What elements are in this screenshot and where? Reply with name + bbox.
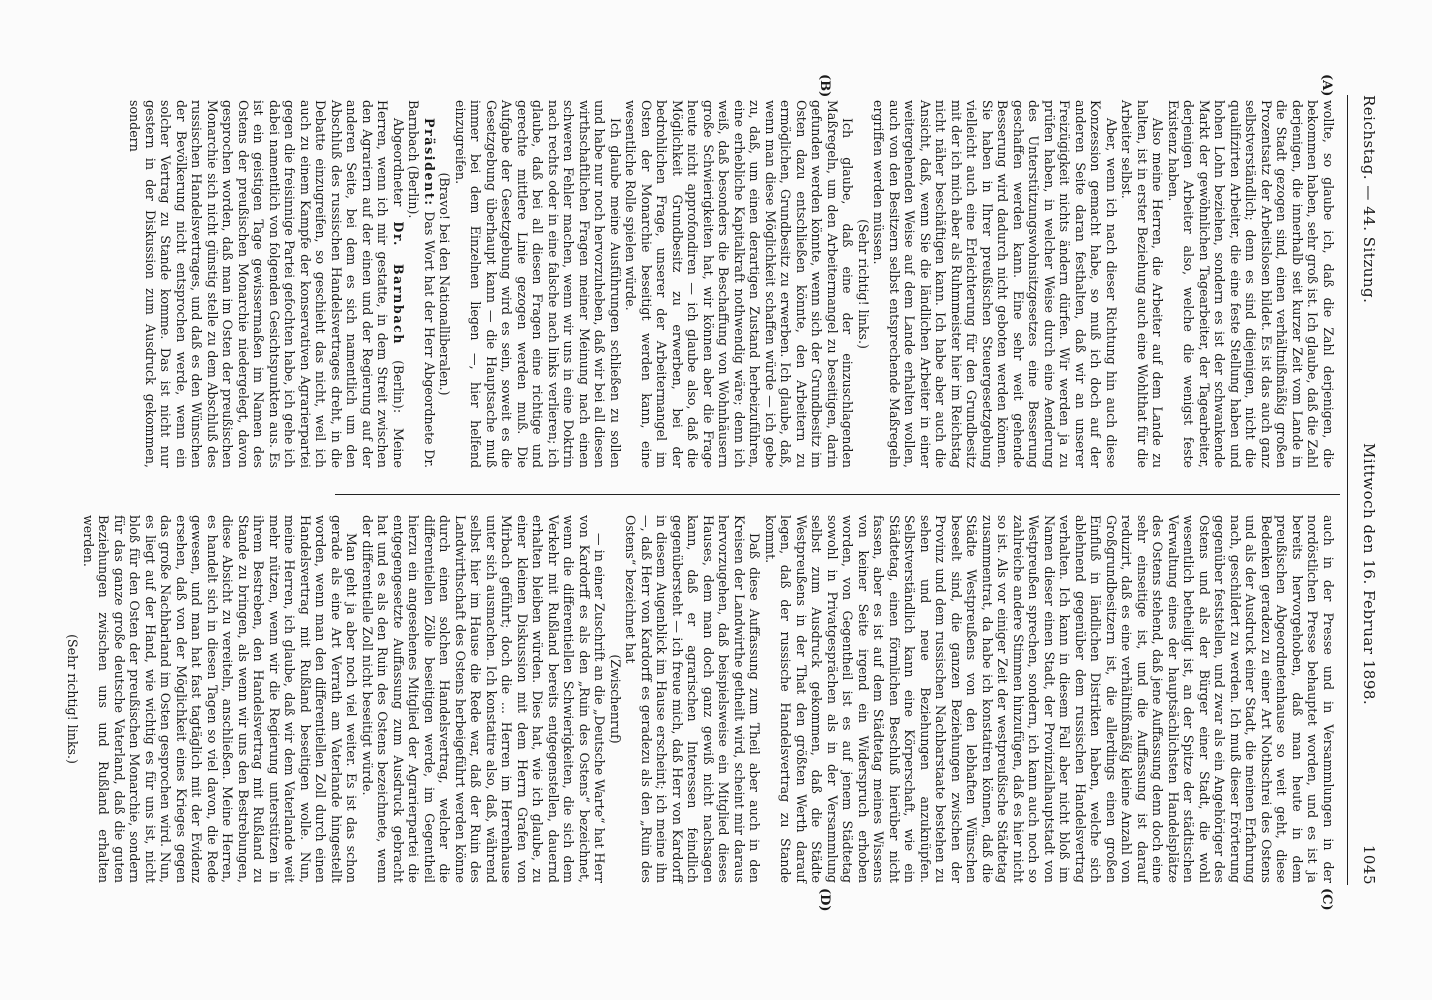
running-header [1358,95,1380,885]
left-column [127,100,1336,468]
paragraph: wollte, so glaube ich, daß die Zahl derjenigen, die bekommen haben, sehr groß ist. Ich glaube, daß die Zahl derjenigen, die innerhalb seit kurzer Zeit vom Lande in die Stadt gezogen sind, einen verhältnißmäßig großen Prozentsatz der Arbeitslosen bildet. Es ist das auch ganz selbstverständlich; denn es sind diejenigen, nicht die qualifizirten Arbeiter, die eine feste Stellung haben und hohen Lohn beziehen, sondern es ist der schwankende Markt der gewöhnlichen Tagearbeiter, der Tagearbeiter, derjenigen Arbeiter also, welche die wenigst feste Existenz haben. [1166,100,1336,468]
speaker-name: Präsident: [422,118,437,207]
page-number: 1045 [1360,844,1378,885]
paragraph: Also meine Herren, die Arbeiter auf dem Lande zu halten, ist in erster Beziehung auch eine Wohlthat für die Arbeiter selbst. [1119,100,1166,468]
header-rule [1347,95,1348,885]
interjection: (Sehr richtig! links.) [65,634,81,764]
paragraph: Ich glaube meine Ausführungen schließen zu sollen und habe nur noch hervorzuheben, daß wir bei all diesen wirthschaftlichen Fragen meiner Meinung nach einen schweren Fehler machen, wenn wir uns in eine Doktrin nach rechts oder in eine falsche nach links verlieren; ich glaube, daß bei all diesen Fragen eine richtige und gerechte mittlere Linie gezogen werden muß. Die Aufgabe der Gesetzgebung wird es sein, soweit es die Gesetzgebung überhaupt kann — die Hauptsache muß immer bei dem Einzelnen liegen —, hier helfend einzugreifen. [453,100,623,468]
paragraph: — in einer Zuschrift an die „Deutsche Warte“ hat Herr von Kardorff es als den „Ruin des Ostens“ bezeichnet, wenn die differentiellen Schwierigkeiten, die sich dem Verkehr mit Rußland bereits entgegenstellen, dauernd erhalten bleiben würden. Dies hat, wie ich glaube, zu einer kleinen Diskussion mit dem Herrn Grafen von Mirbach geführt; doch die ... Herren im Herrenhause unter sich ausmachen. Ich konstatire also, daß, während selbst hier im Hause die Rede war, daß der Ruin des Landwirthschaft des Ostens herbeigeführt werden könne durch einen solchen Handelsvertrag, welcher die differentiellen Zölle beseitigen werde, im Gegentheil hierzu ein angesehenes Mitglied der Agrarierpartei die entgegengesetzte Auffassung zum Ausdruck gebracht hat und es als den Ruin des Ostens bezeichnete, wenn der differentielle Zoll nicht beseitigt würde. [360,515,608,883]
margin-marker-b: (B) [817,74,832,98]
margin-marker-d: (D) [817,888,832,912]
speaker-role: Abgeordneter [391,118,406,207]
margin-marker-c: (C) [1319,888,1334,911]
speech-text: (Berlin): Meine Herren, wenn ich mir gestatte, in dem Streit zwischen den Agrariern auf der einen und der Regierung auf der anderen Seite, bei dem es sich namentlich um den Abschluß des russischen Handelsvertrages dreht, in die Debatte einzugreifen, so geschieht das nicht, weil ich auch zu einem Kampfe der konservativen Agrarierpartei gegen die freisinnige Partei gefochten habe, ich gehe ich dabei namentlich von folgenden Gesichtspunkten aus. Es ist ein geistigen Tage gewissermaßen im Namen des Ostens der preußischen Monarchie niedergelegt, davon gesprochen worden, daß man im Osten der preußischen Monarchie sich nicht günstig stelle zu dem Abschluß des russischen Handelsvertrages, und daß es den Wünschen der Bevölkerung nicht entsprochen werde, wenn ein solcher Vertrag zu Stande komme. Das ist nicht nur gestern in der Diskussion zum Ausdruck gekommen, sondern [127,100,406,468]
column-divider [335,494,1340,495]
paragraph: Man geht ja aber noch viel weiter. Es ist das schon gerade als eine Art Verrath am Vaterlande hingestellt worden, wenn man den differentiellen Zoll durch einen Handelsvertrag mit Rußland beseitigen wolle. Nun, meine Herren, ich glaube, daß wir dem Vaterlande weit mehr nützen, wenn wir die Regierung unterstützen in ihrem Bestreben, den Handelsvertrag mit Rußland zu Stande zu bringen, als wenn wir uns den Bestrebungen, diese Absicht zu vereiteln, anschließen. Meine Herren, es handelt sich in diesen Tagen so viel davon, die Rede gewesen, und man hat fast tagtäglich mit der Evidenz ersehen, daß von der Möglichkeit eines Krieges gegen das große Nachbarland im Osten gesprochen wird. Nun, es liegt auf der Hand, wie wichtig es für uns ist, nicht bloß für den Osten der preußischen Monarchie, sondern für das ganze große deutsche Vaterland, daß die guten Beziehungen zwischen uns und Rußland erhalten werden. [81,515,360,883]
interjection: (Zwischenruf) [608,654,623,744]
paragraph [127,100,406,468]
header-date: Mittwoch den 16. Februar 1898. [1360,443,1378,706]
header-session: Reichstag. — 44. Sitzung. [1360,95,1378,304]
margin-marker-a: (A) [1319,74,1334,97]
paragraph: Ich glaube, daß eine der einzuschlagenden Maßregeln, um den Arbeitermangel zu beseitigen, darin gefunden werden könnte, wenn sich der Grundbesitz im Osten dazu entschließen könnte, den Arbeitern zu ermöglichen, Grundbesitz zu erwerben. Ich glaube, daß, wenn man diese Möglichkeit schaffen würde — ich gebe zu, daß, um einen derartigen Zustand herbeizuführen, eine erhebliche Kapitalkraft nothwendig wäre; denn ich weiß, daß besonders die Beschaffung von Wohnhäusern große Schwierigkeiten hat, wir können aber die Frage heute nicht approfondiren — ich glaube also, daß die Möglichkeit Grundbesitz zu erwerben, bei der bedrohlichen Frage, unserer der Arbeitermangel im Osten der Monarchie beseitigt werden kann, eine wesentliche Rolle spielen würde. [623,100,856,468]
interjection: (Sehr richtig! links.) [856,219,871,349]
paragraph: Daß diese Auffassung zum Theil aber auch in den Kreisen der Landwirthe getheilt wird, scheint mir daraus hervorzugehen, daß beispielsweise ein Mitglied dieses Hauses, dem man doch ganz gewiß nicht nachsagen kann, daß er agrarischen Interessen feindlich gegenübersteht — ich freue mich, daß Herr von Kardorff in diesem Augenblick im Hause erscheint; ich meine ihn —, daß Herr von Kardorff es geradezu als den „Ruin des Ostens“ bezeichnet hat [623,515,763,883]
speaker-name: Dr. Barnbach [391,221,406,346]
interjection: (Bravo! bei den Nationalliberalen.) [437,172,453,396]
paragraph: auch in der Presse und in Versammlungen in der nordöstlichen Presse behauptet worden, und es ist ja bereits hervorgehoben, daß man heute in dem preußischen Abgeordnetenhause so weit geht, diese Bedenken geradezu zu einer Art Nothschrei des Ostens und als der Ausdruck einer Stadt, die meinen Erfahrung nach, geschildert zu werden. Ich muß dieser Erörterung gegenüber feststellen, und zwar als ein Angehöriger des Ostens und als der Bürger einer Stadt, die wohl wesentlich betheiligt ist, an der Spitze der städtischen Verwaltung eines der hauptsächlichsten Handelsplätze des Ostens stehend, daß jene Auffassung denn doch eine sehr einseitige ist, und die Auffassung ist darauf reduzirt, daß es eine verhältnißmäßig kleine Anzahl von Großgrundbesitzern ist, die allerdings einen großen Einfluß in ländlichen Distrikten haben, welche sich ablehnend gegenüber dem russischen Handelsvertrag verhalten. Ich kann in diesem Fall aber nicht bloß im Namen dieser einen Stadt, der Provinzialhauptstadt von Westpreußen sprechen, sondern, ich kann auch noch so zahlreiche andere Stimmen hinzufügen, daß es hier nicht so ist. Als vor einiger Zeit der westpreußische Städtetag zusammentrat, da habe ich konstatiren können, daß die Städte Westpreußens von den lebhaften Wünschen beseelt sind, die ganzen Beziehungen zwischen der Provinz und dem russischen Nachbarstaate bestehen zu sehen und neue Beziehungen anzuknüpfen. Selbstverständlich kann eine Körperschaft, wie ein Städtetag, einen förmlichen Beschluß hierüber nicht fassen, aber es ist auf dem Städtetag meines Wissens von keiner Seite irgend ein Widerspruch erhoben worden, von Gegentheil ist es auf jenem Städtetag sowohl in Privatgesprächen als in der Versammlung selbst zum Ausdruck gekommen, daß die Städte Westpreußens in der That den größten Werth darauf legen, daß der russische Handelsvertrag zu Stande kommt. [763,515,1336,883]
paragraph: Aber, wenn ich nach dieser Richtung hin auch diese Konzession gemacht habe, so muß ich doch auf der anderen Seite daran festhalten, daß wir an unserer Freizügigkeit nichts ändern dürfen. Wir werden ja zu prüfen haben, in welcher Weise durch eine Aenderung des Unterstützungswohnsitzgesetzes eine Besserung geschaffen werden kann. Eine sehr weit gehende Besserung wird dadurch nicht geboten werden können. Sie haben in Ihrer preußischen Steuergesetzgebung vielleicht auch eine Erleichterung für den Grundbesitz mit der ich mich aber als Ruhmmeister hier im Reichstag nicht näher beschäftigen kann. Ich habe aber auch die Ansicht, daß, wenn Sie die ländlichen Arbeiter in einer weitergehenden Weise auf dem Lande erhalten wollen, auch von den Besitzern selbst entsprechende Maßregeln ergriffen werden müssen. [871,100,1119,468]
paragraph [406,100,437,468]
right-column [65,515,1336,883]
speech-text: Das Wort hat der Herr Abgeordnete Dr. Barnbach (Berlin). [406,100,437,468]
